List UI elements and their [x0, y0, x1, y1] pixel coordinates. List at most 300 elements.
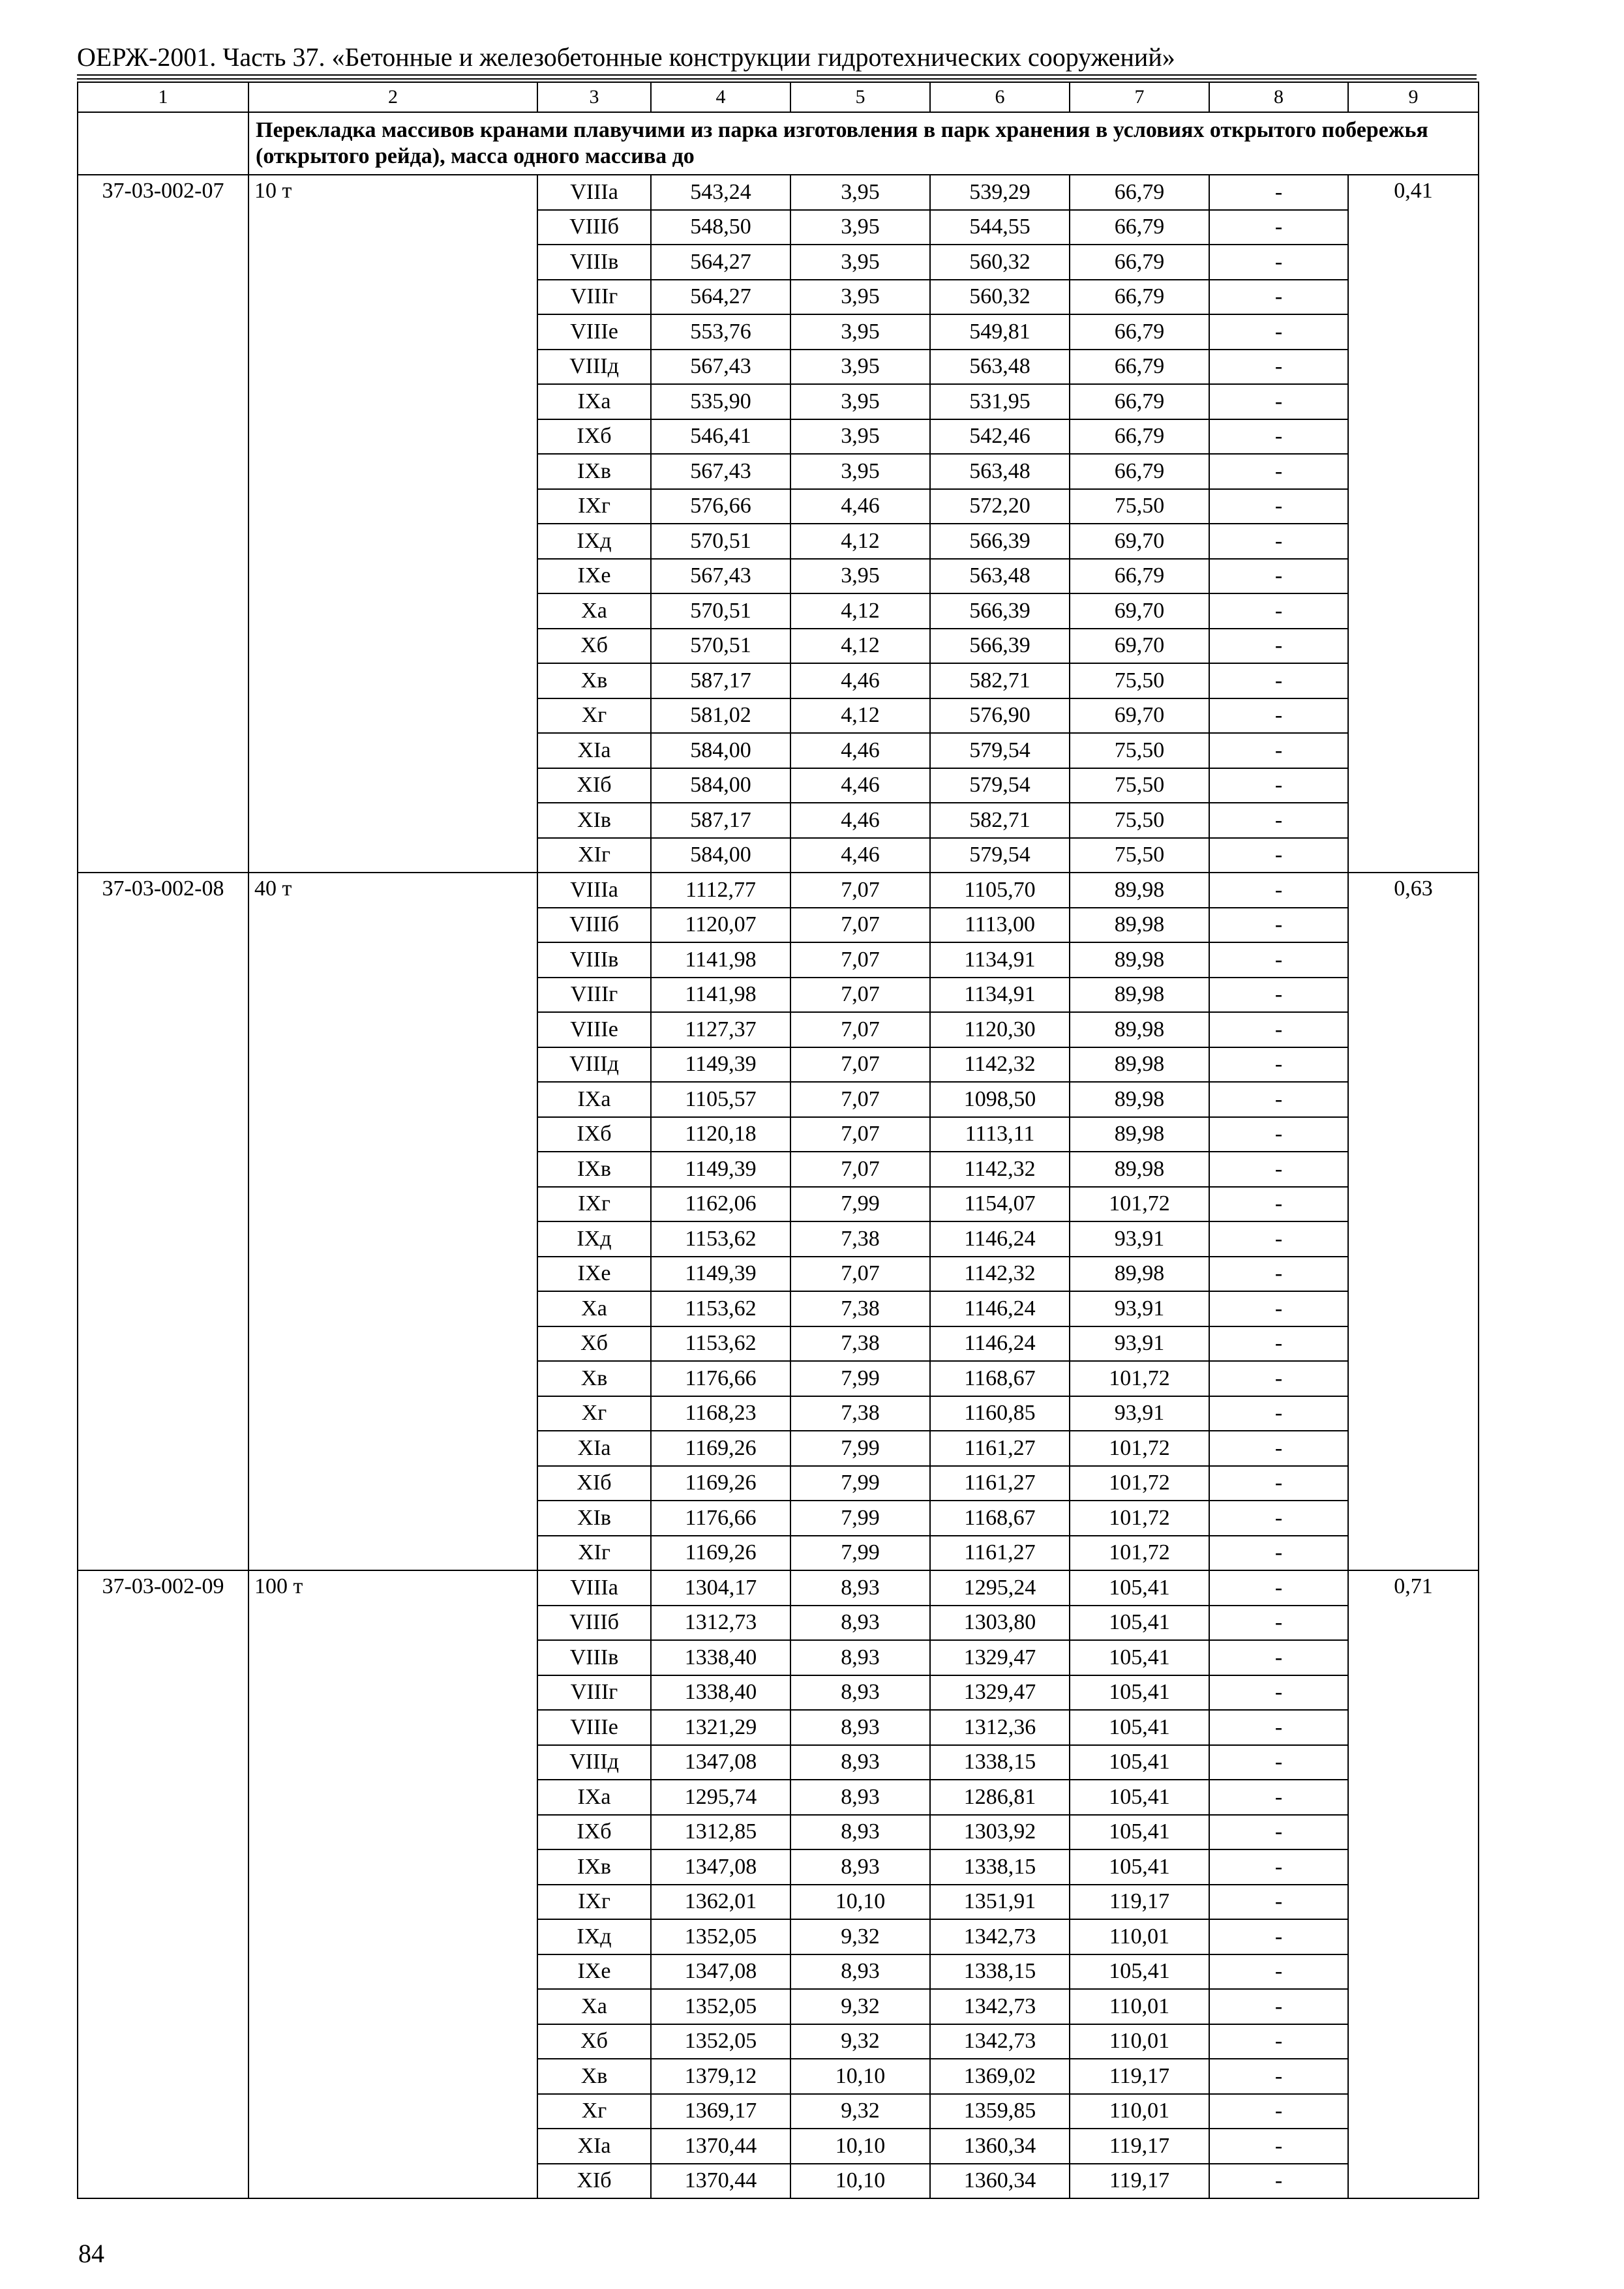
col6-cell: 1329,47	[930, 1675, 1070, 1711]
col6-cell: 1120,30	[930, 1012, 1070, 1047]
col4-cell: 1153,62	[651, 1291, 790, 1326]
col5-cell: 8,93	[790, 1570, 930, 1606]
col8-cell: -	[1209, 1640, 1348, 1675]
series-cell: IXв	[537, 1849, 651, 1885]
col6-cell: 1286,81	[930, 1780, 1070, 1815]
col4-cell: 1312,85	[651, 1815, 790, 1850]
col5-cell: 7,07	[790, 1152, 930, 1187]
series-cell: XIа	[537, 733, 651, 768]
col5-cell: 7,99	[790, 1361, 930, 1396]
series-cell: IXг	[537, 489, 651, 524]
col6-cell: 544,55	[930, 210, 1070, 245]
col8-cell: -	[1209, 1815, 1348, 1850]
col4-cell: 535,90	[651, 384, 790, 419]
series-cell: XIв	[537, 803, 651, 838]
col4-cell: 1162,06	[651, 1187, 790, 1222]
col5-cell: 7,99	[790, 1187, 930, 1222]
col4-cell: 576,66	[651, 489, 790, 524]
col7-cell: 89,98	[1070, 978, 1209, 1013]
col7-cell: 105,41	[1070, 1570, 1209, 1606]
series-cell: VIIIа	[537, 873, 651, 908]
series-cell: IXа	[537, 1780, 651, 1815]
col4-cell: 543,24	[651, 175, 790, 210]
col7-cell: 101,72	[1070, 1431, 1209, 1466]
col5-cell: 4,46	[790, 838, 930, 873]
col5-cell: 9,32	[790, 2094, 930, 2129]
col7-cell: 110,01	[1070, 2094, 1209, 2129]
col8-cell: -	[1209, 1745, 1348, 1780]
col7-cell: 89,98	[1070, 1257, 1209, 1292]
col7-cell: 110,01	[1070, 2024, 1209, 2059]
col5-cell: 4,46	[790, 803, 930, 838]
col6-cell: 1351,91	[930, 1885, 1070, 1920]
series-cell: IXв	[537, 1152, 651, 1187]
series-cell: IXе	[537, 559, 651, 594]
col7-cell: 101,72	[1070, 1501, 1209, 1536]
series-cell: VIIIе	[537, 1012, 651, 1047]
col4-cell: 581,02	[651, 698, 790, 734]
col4-cell: 546,41	[651, 419, 790, 455]
col5-cell: 8,93	[790, 1710, 930, 1745]
col4-cell: 1352,05	[651, 2024, 790, 2059]
col7-cell: 93,91	[1070, 1221, 1209, 1257]
col7-cell: 101,72	[1070, 1361, 1209, 1396]
col5-cell: 8,93	[790, 1780, 930, 1815]
series-cell: IXе	[537, 1257, 651, 1292]
col5-cell: 3,95	[790, 454, 930, 489]
series-cell: XIа	[537, 1431, 651, 1466]
col6-cell: 542,46	[930, 419, 1070, 455]
col4-cell: 1338,40	[651, 1640, 790, 1675]
col6-cell: 1329,47	[930, 1640, 1070, 1675]
col4-cell: 567,43	[651, 559, 790, 594]
col7-cell: 105,41	[1070, 1606, 1209, 1641]
col6-cell: 1161,27	[930, 1466, 1070, 1501]
col4-cell: 567,43	[651, 350, 790, 385]
col7-cell: 66,79	[1070, 419, 1209, 455]
table-row	[78, 175, 1479, 210]
col4-cell: 1120,07	[651, 908, 790, 943]
col8-cell: -	[1209, 1885, 1348, 1920]
series-cell: IXб	[537, 419, 651, 455]
col4-cell: 1312,73	[651, 1606, 790, 1641]
col7-cell: 89,98	[1070, 942, 1209, 978]
col4-cell: 1141,98	[651, 978, 790, 1013]
series-cell: XIб	[537, 2164, 651, 2199]
col5-cell: 10,10	[790, 2059, 930, 2094]
col7-cell: 75,50	[1070, 768, 1209, 803]
col7-cell: 105,41	[1070, 1954, 1209, 1990]
col8-cell: -	[1209, 1291, 1348, 1326]
series-cell: Xв	[537, 663, 651, 698]
mass-cell: 40 т	[248, 873, 537, 1570]
col8-cell: -	[1209, 593, 1348, 629]
rate-code-cell: 37-03-002-09	[78, 1570, 248, 2198]
col4-cell: 1321,29	[651, 1710, 790, 1745]
col6-cell: 579,54	[930, 768, 1070, 803]
col4-cell: 1362,01	[651, 1885, 790, 1920]
column-number: 4	[651, 82, 790, 112]
col8-cell: -	[1209, 2094, 1348, 2129]
col6-cell: 1134,91	[930, 978, 1070, 1013]
column-number: 3	[537, 82, 651, 112]
col8-cell: -	[1209, 1326, 1348, 1362]
col4-cell: 564,27	[651, 280, 790, 315]
col9-cell: 0,71	[1348, 1570, 1479, 2198]
col8-cell: -	[1209, 1117, 1348, 1152]
col4-cell: 567,43	[651, 454, 790, 489]
section-empty-cell	[78, 112, 248, 175]
col8-cell: -	[1209, 1849, 1348, 1885]
col5-cell: 9,32	[790, 1919, 930, 1954]
series-cell: XIб	[537, 1466, 651, 1501]
col7-cell: 75,50	[1070, 838, 1209, 873]
col8-cell: -	[1209, 1257, 1348, 1292]
col8-cell: -	[1209, 1082, 1348, 1117]
series-cell: VIIIв	[537, 942, 651, 978]
column-number: 9	[1348, 82, 1479, 112]
col6-cell: 539,29	[930, 175, 1070, 210]
col4-cell: 1370,44	[651, 2129, 790, 2164]
col8-cell: -	[1209, 1221, 1348, 1257]
mass-cell: 10 т	[248, 175, 537, 873]
col4-cell: 1295,74	[651, 1780, 790, 1815]
col7-cell: 66,79	[1070, 280, 1209, 315]
col6-cell: 1146,24	[930, 1291, 1070, 1326]
col7-cell: 93,91	[1070, 1396, 1209, 1431]
series-cell: VIIIа	[537, 1570, 651, 1606]
col5-cell: 8,93	[790, 1640, 930, 1675]
col5-cell: 8,93	[790, 1815, 930, 1850]
series-cell: IXб	[537, 1815, 651, 1850]
col5-cell: 4,46	[790, 489, 930, 524]
col5-cell: 3,95	[790, 384, 930, 419]
series-cell: VIIIг	[537, 978, 651, 1013]
col8-cell: -	[1209, 1710, 1348, 1745]
col6-cell: 1146,24	[930, 1221, 1070, 1257]
section-row	[78, 112, 1479, 175]
col7-cell: 75,50	[1070, 733, 1209, 768]
col4-cell: 1352,05	[651, 1989, 790, 2024]
page-number: 84	[78, 2239, 104, 2268]
col8-cell: -	[1209, 524, 1348, 559]
col5-cell: 10,10	[790, 2164, 930, 2199]
column-number: 2	[248, 82, 537, 112]
col8-cell: -	[1209, 768, 1348, 803]
col5-cell: 7,38	[790, 1326, 930, 1362]
col6-cell: 1342,73	[930, 1919, 1070, 1954]
col4-cell: 1149,39	[651, 1257, 790, 1292]
col8-cell: -	[1209, 1396, 1348, 1431]
col5-cell: 7,99	[790, 1536, 930, 1571]
col4-cell: 1120,18	[651, 1117, 790, 1152]
col7-cell: 93,91	[1070, 1291, 1209, 1326]
series-cell: Xг	[537, 1396, 651, 1431]
col6-cell: 566,39	[930, 629, 1070, 664]
section-title: Перекладка массивов кранами плавучими из парка изготовления в парк хранения в условиях открытого побережья (открытого рейда), масса одного массива до	[248, 112, 1479, 175]
col7-cell: 119,17	[1070, 2164, 1209, 2199]
col6-cell: 1113,11	[930, 1117, 1070, 1152]
col6-cell: 582,71	[930, 803, 1070, 838]
mass-cell: 100 т	[248, 1570, 537, 2198]
col5-cell: 3,95	[790, 245, 930, 280]
col6-cell: 1359,85	[930, 2094, 1070, 2129]
series-cell: IXд	[537, 1919, 651, 1954]
col6-cell: 1161,27	[930, 1431, 1070, 1466]
col6-cell: 1342,73	[930, 2024, 1070, 2059]
col4-cell: 1369,17	[651, 2094, 790, 2129]
col6-cell: 563,48	[930, 350, 1070, 385]
col6-cell: 1303,80	[930, 1606, 1070, 1641]
col8-cell: -	[1209, 663, 1348, 698]
rate-code-cell: 37-03-002-08	[78, 873, 248, 1570]
series-cell: IXа	[537, 384, 651, 419]
col6-cell: 1342,73	[930, 1989, 1070, 2024]
col5-cell: 9,32	[790, 2024, 930, 2059]
col7-cell: 75,50	[1070, 803, 1209, 838]
col7-cell: 101,72	[1070, 1466, 1209, 1501]
col6-cell: 549,81	[930, 314, 1070, 350]
col7-cell: 89,98	[1070, 1082, 1209, 1117]
series-cell: VIIIв	[537, 1640, 651, 1675]
series-cell: VIIIв	[537, 245, 651, 280]
col4-cell: 1352,05	[651, 1919, 790, 1954]
col5-cell: 3,95	[790, 419, 930, 455]
table-body	[78, 82, 1479, 2198]
col6-cell: 1113,00	[930, 908, 1070, 943]
series-cell: IXд	[537, 1221, 651, 1257]
col7-cell: 69,70	[1070, 698, 1209, 734]
column-number: 8	[1209, 82, 1348, 112]
col4-cell: 1169,26	[651, 1466, 790, 1501]
col7-cell: 105,41	[1070, 1745, 1209, 1780]
col7-cell: 66,79	[1070, 559, 1209, 594]
header-rule-thick	[77, 78, 1477, 80]
col6-cell: 1360,34	[930, 2129, 1070, 2164]
col6-cell: 576,90	[930, 698, 1070, 734]
col4-cell: 584,00	[651, 733, 790, 768]
col7-cell: 75,50	[1070, 489, 1209, 524]
col7-cell: 66,79	[1070, 350, 1209, 385]
col4-cell: 570,51	[651, 524, 790, 559]
col5-cell: 8,93	[790, 1849, 930, 1885]
col5-cell: 4,12	[790, 698, 930, 734]
series-cell: VIIIг	[537, 280, 651, 315]
col7-cell: 119,17	[1070, 2059, 1209, 2094]
col8-cell: -	[1209, 908, 1348, 943]
col8-cell: -	[1209, 280, 1348, 315]
col8-cell: -	[1209, 245, 1348, 280]
col8-cell: -	[1209, 1919, 1348, 1954]
col8-cell: -	[1209, 873, 1348, 908]
series-cell: Xв	[537, 2059, 651, 2094]
col5-cell: 8,93	[790, 1745, 930, 1780]
col4-cell: 1149,39	[651, 1152, 790, 1187]
col5-cell: 7,07	[790, 1047, 930, 1083]
col4-cell: 1176,66	[651, 1501, 790, 1536]
series-cell: VIIIб	[537, 210, 651, 245]
col6-cell: 1168,67	[930, 1361, 1070, 1396]
column-number: 5	[790, 82, 930, 112]
col6-cell: 1160,85	[930, 1396, 1070, 1431]
col6-cell: 1134,91	[930, 942, 1070, 978]
col7-cell: 89,98	[1070, 1047, 1209, 1083]
col7-cell: 89,98	[1070, 908, 1209, 943]
col4-cell: 1153,62	[651, 1326, 790, 1362]
col4-cell: 1347,08	[651, 1954, 790, 1990]
col6-cell: 1142,32	[930, 1152, 1070, 1187]
column-number: 1	[78, 82, 248, 112]
col5-cell: 3,95	[790, 350, 930, 385]
col6-cell: 1142,32	[930, 1047, 1070, 1083]
col5-cell: 7,07	[790, 1257, 930, 1292]
col5-cell: 7,99	[790, 1466, 930, 1501]
col8-cell: -	[1209, 1570, 1348, 1606]
col6-cell: 582,71	[930, 663, 1070, 698]
col7-cell: 110,01	[1070, 1989, 1209, 2024]
series-cell: XIв	[537, 1501, 651, 1536]
col5-cell: 4,12	[790, 524, 930, 559]
col8-cell: -	[1209, 1954, 1348, 1990]
col8-cell: -	[1209, 1431, 1348, 1466]
col8-cell: -	[1209, 2059, 1348, 2094]
col5-cell: 7,07	[790, 1012, 930, 1047]
series-cell: VIIIд	[537, 1047, 651, 1083]
col8-cell: -	[1209, 1536, 1348, 1571]
header-rule-thin	[77, 74, 1477, 76]
col6-cell: 1303,92	[930, 1815, 1070, 1850]
series-cell: IXг	[537, 1885, 651, 1920]
col4-cell: 587,17	[651, 663, 790, 698]
col7-cell: 105,41	[1070, 1710, 1209, 1745]
col6-cell: 1338,15	[930, 1849, 1070, 1885]
series-cell: IXг	[537, 1187, 651, 1222]
col4-cell: 1127,37	[651, 1012, 790, 1047]
col8-cell: -	[1209, 454, 1348, 489]
col8-cell: -	[1209, 1675, 1348, 1711]
col9-cell: 0,63	[1348, 873, 1479, 1570]
col5-cell: 7,07	[790, 1082, 930, 1117]
col4-cell: 1379,12	[651, 2059, 790, 2094]
col6-cell: 1295,24	[930, 1570, 1070, 1606]
series-cell: VIIIг	[537, 1675, 651, 1711]
col6-cell: 1154,07	[930, 1187, 1070, 1222]
page-header: ОЕРЖ-2001. Часть 37. «Бетонные и железобетонные конструкции гидротехнических сооружений»	[77, 42, 1175, 72]
col6-cell: 563,48	[930, 559, 1070, 594]
col8-cell: -	[1209, 942, 1348, 978]
series-cell: VIIIд	[537, 1745, 651, 1780]
series-cell: IXд	[537, 524, 651, 559]
col5-cell: 7,38	[790, 1291, 930, 1326]
col6-cell: 560,32	[930, 245, 1070, 280]
col5-cell: 8,93	[790, 1675, 930, 1711]
col6-cell: 1161,27	[930, 1536, 1070, 1571]
col6-cell: 563,48	[930, 454, 1070, 489]
col6-cell: 566,39	[930, 593, 1070, 629]
col6-cell: 1105,70	[930, 873, 1070, 908]
col8-cell: -	[1209, 489, 1348, 524]
col6-cell: 566,39	[930, 524, 1070, 559]
col8-cell: -	[1209, 733, 1348, 768]
series-cell: Xб	[537, 1326, 651, 1362]
col4-cell: 587,17	[651, 803, 790, 838]
col8-cell: -	[1209, 1187, 1348, 1222]
col7-cell: 66,79	[1070, 175, 1209, 210]
col5-cell: 7,07	[790, 978, 930, 1013]
series-cell: Xг	[537, 698, 651, 734]
col8-cell: -	[1209, 419, 1348, 455]
col5-cell: 4,12	[790, 593, 930, 629]
col4-cell: 1347,08	[651, 1849, 790, 1885]
col4-cell: 564,27	[651, 245, 790, 280]
col5-cell: 3,95	[790, 175, 930, 210]
col5-cell: 10,10	[790, 1885, 930, 1920]
col7-cell: 66,79	[1070, 210, 1209, 245]
col5-cell: 7,38	[790, 1396, 930, 1431]
series-cell: VIIIе	[537, 314, 651, 350]
col8-cell: -	[1209, 175, 1348, 210]
col5-cell: 4,46	[790, 733, 930, 768]
col4-cell: 1304,17	[651, 1570, 790, 1606]
column-number-row	[78, 82, 1479, 112]
col4-cell: 1169,26	[651, 1431, 790, 1466]
col7-cell: 66,79	[1070, 245, 1209, 280]
col7-cell: 89,98	[1070, 1012, 1209, 1047]
col7-cell: 105,41	[1070, 1780, 1209, 1815]
col8-cell: -	[1209, 1047, 1348, 1083]
col7-cell: 105,41	[1070, 1675, 1209, 1711]
series-cell: Xб	[537, 2024, 651, 2059]
col8-cell: -	[1209, 629, 1348, 664]
col7-cell: 101,72	[1070, 1536, 1209, 1571]
col6-cell: 1142,32	[930, 1257, 1070, 1292]
series-cell: VIIIб	[537, 908, 651, 943]
col5-cell: 7,07	[790, 908, 930, 943]
column-number: 6	[930, 82, 1070, 112]
col8-cell: -	[1209, 210, 1348, 245]
series-cell: XIа	[537, 2129, 651, 2164]
col5-cell: 7,38	[790, 1221, 930, 1257]
series-cell: VIIIб	[537, 1606, 651, 1641]
col5-cell: 10,10	[790, 2129, 930, 2164]
col7-cell: 69,70	[1070, 593, 1209, 629]
col6-cell: 1338,15	[930, 1954, 1070, 1990]
col8-cell: -	[1209, 1012, 1348, 1047]
series-cell: IXе	[537, 1954, 651, 1990]
col7-cell: 105,41	[1070, 1849, 1209, 1885]
col5-cell: 4,46	[790, 768, 930, 803]
col4-cell: 1112,77	[651, 873, 790, 908]
col6-cell: 560,32	[930, 280, 1070, 315]
col8-cell: -	[1209, 384, 1348, 419]
col6-cell: 531,95	[930, 384, 1070, 419]
col7-cell: 105,41	[1070, 1815, 1209, 1850]
col5-cell: 3,95	[790, 314, 930, 350]
col4-cell: 1176,66	[651, 1361, 790, 1396]
col7-cell: 101,72	[1070, 1187, 1209, 1222]
col7-cell: 89,98	[1070, 1117, 1209, 1152]
col7-cell: 105,41	[1070, 1640, 1209, 1675]
series-cell: IXб	[537, 1117, 651, 1152]
col6-cell: 1168,67	[930, 1501, 1070, 1536]
col8-cell: -	[1209, 2164, 1348, 2199]
series-cell: Xа	[537, 593, 651, 629]
col4-cell: 553,76	[651, 314, 790, 350]
col5-cell: 8,93	[790, 1606, 930, 1641]
col5-cell: 3,95	[790, 210, 930, 245]
series-cell: Xв	[537, 1361, 651, 1396]
series-cell: Xб	[537, 629, 651, 664]
